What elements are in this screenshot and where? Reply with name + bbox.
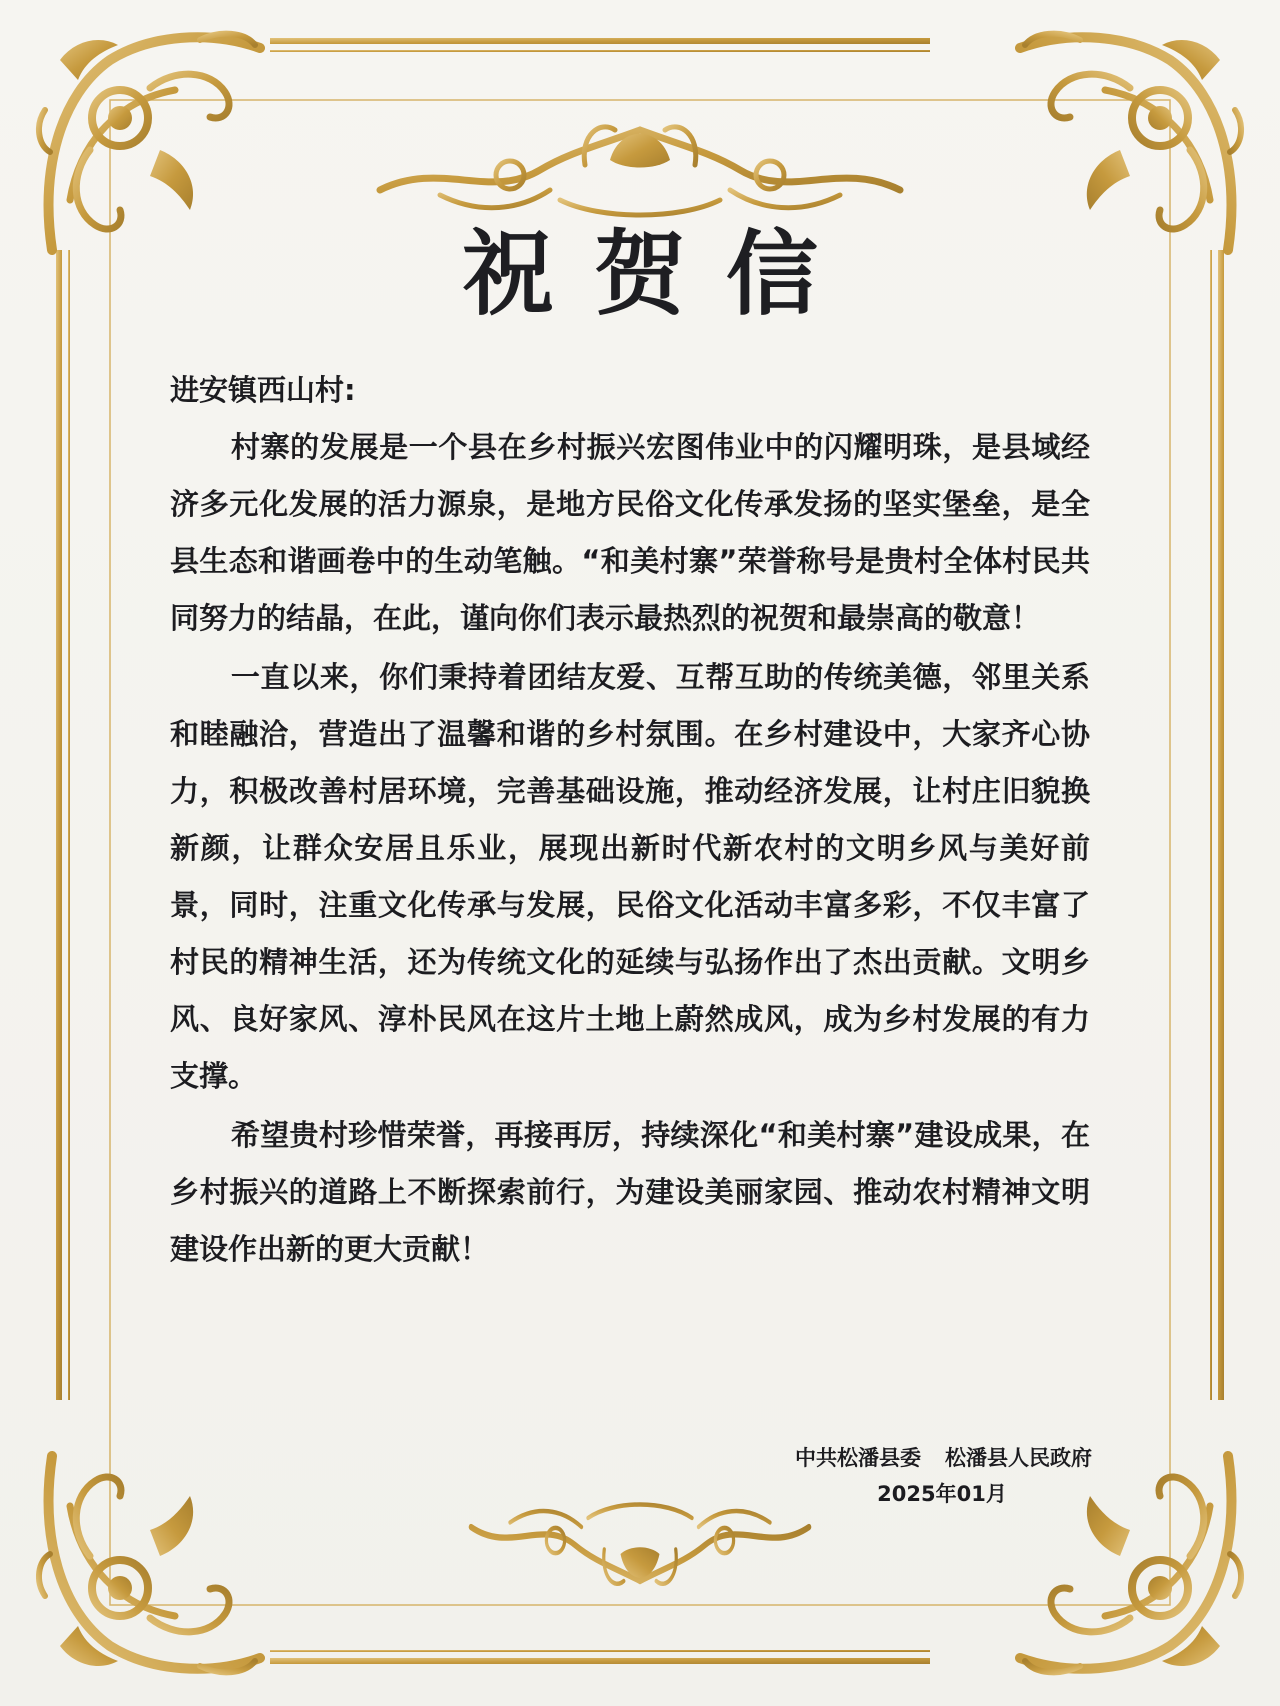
paragraph-2: 一直以来，你们秉持着团结友爱、互帮互助的传统美德，邻里关系和睦融洽，营造出了温馨和谐的乡村氛围。在乡村建设中，大家齐心协力，积极改善村居环境，完善基础设施，推动经济发展，让村庄旧貌换新颜，让群众安居且乐业，展现出新时代新农村的文明乡风与美好前景，同时，注重文化传承与发展，民俗文化活动丰富多彩，不仅丰富了村民的精神生活，还为传统文化的延续与弘扬作出了杰出贡献。文明乡风、良好家风、淳朴民风在这片土地上蔚然成风，成为乡村发展的有力支撑。 <box>170 660 1090 1093</box>
signature-block <box>720 1440 1092 1512</box>
signature-date: 2025年01月 <box>877 1482 1007 1506</box>
letter-title: 祝贺信 <box>461 220 858 328</box>
bottom-center-ornament <box>471 1505 809 1584</box>
paragraph-3: 希望贵村珍惜荣誉，再接再厉，持续深化“和美村寨”建设成果，在乡村振兴的道路上不断探索前行，为建设美丽家园、推动农村精神文明建设作出新的更大贡献！ <box>170 1118 1090 1266</box>
signature-org-party-committee: 中共松潘县委 <box>795 1446 921 1470</box>
salutation: 进安镇西山村: <box>170 373 356 407</box>
paragraph-1: 村寨的发展是一个县在乡村振兴宏图伟业中的闪耀明珠，是县域经济多元化发展的活力源泉，是地方民俗文化传承发扬的坚实堡垒，是全县生态和谐画卷中的生动笔触。“和美村寨”荣誉称号是贵村全体村民共同努力的结晶，在此，谨向你们表示最热烈的祝贺和最崇高的敬意！ <box>170 430 1090 635</box>
top-center-ornament <box>380 127 900 215</box>
corner-ornament-top-right <box>1020 34 1241 250</box>
letter-body <box>170 362 1090 1278</box>
corner-ornament-top-left <box>39 34 260 250</box>
signature-org-government: 松潘县人民政府 <box>945 1446 1092 1470</box>
corner-ornament-bottom-left <box>39 1456 260 1672</box>
